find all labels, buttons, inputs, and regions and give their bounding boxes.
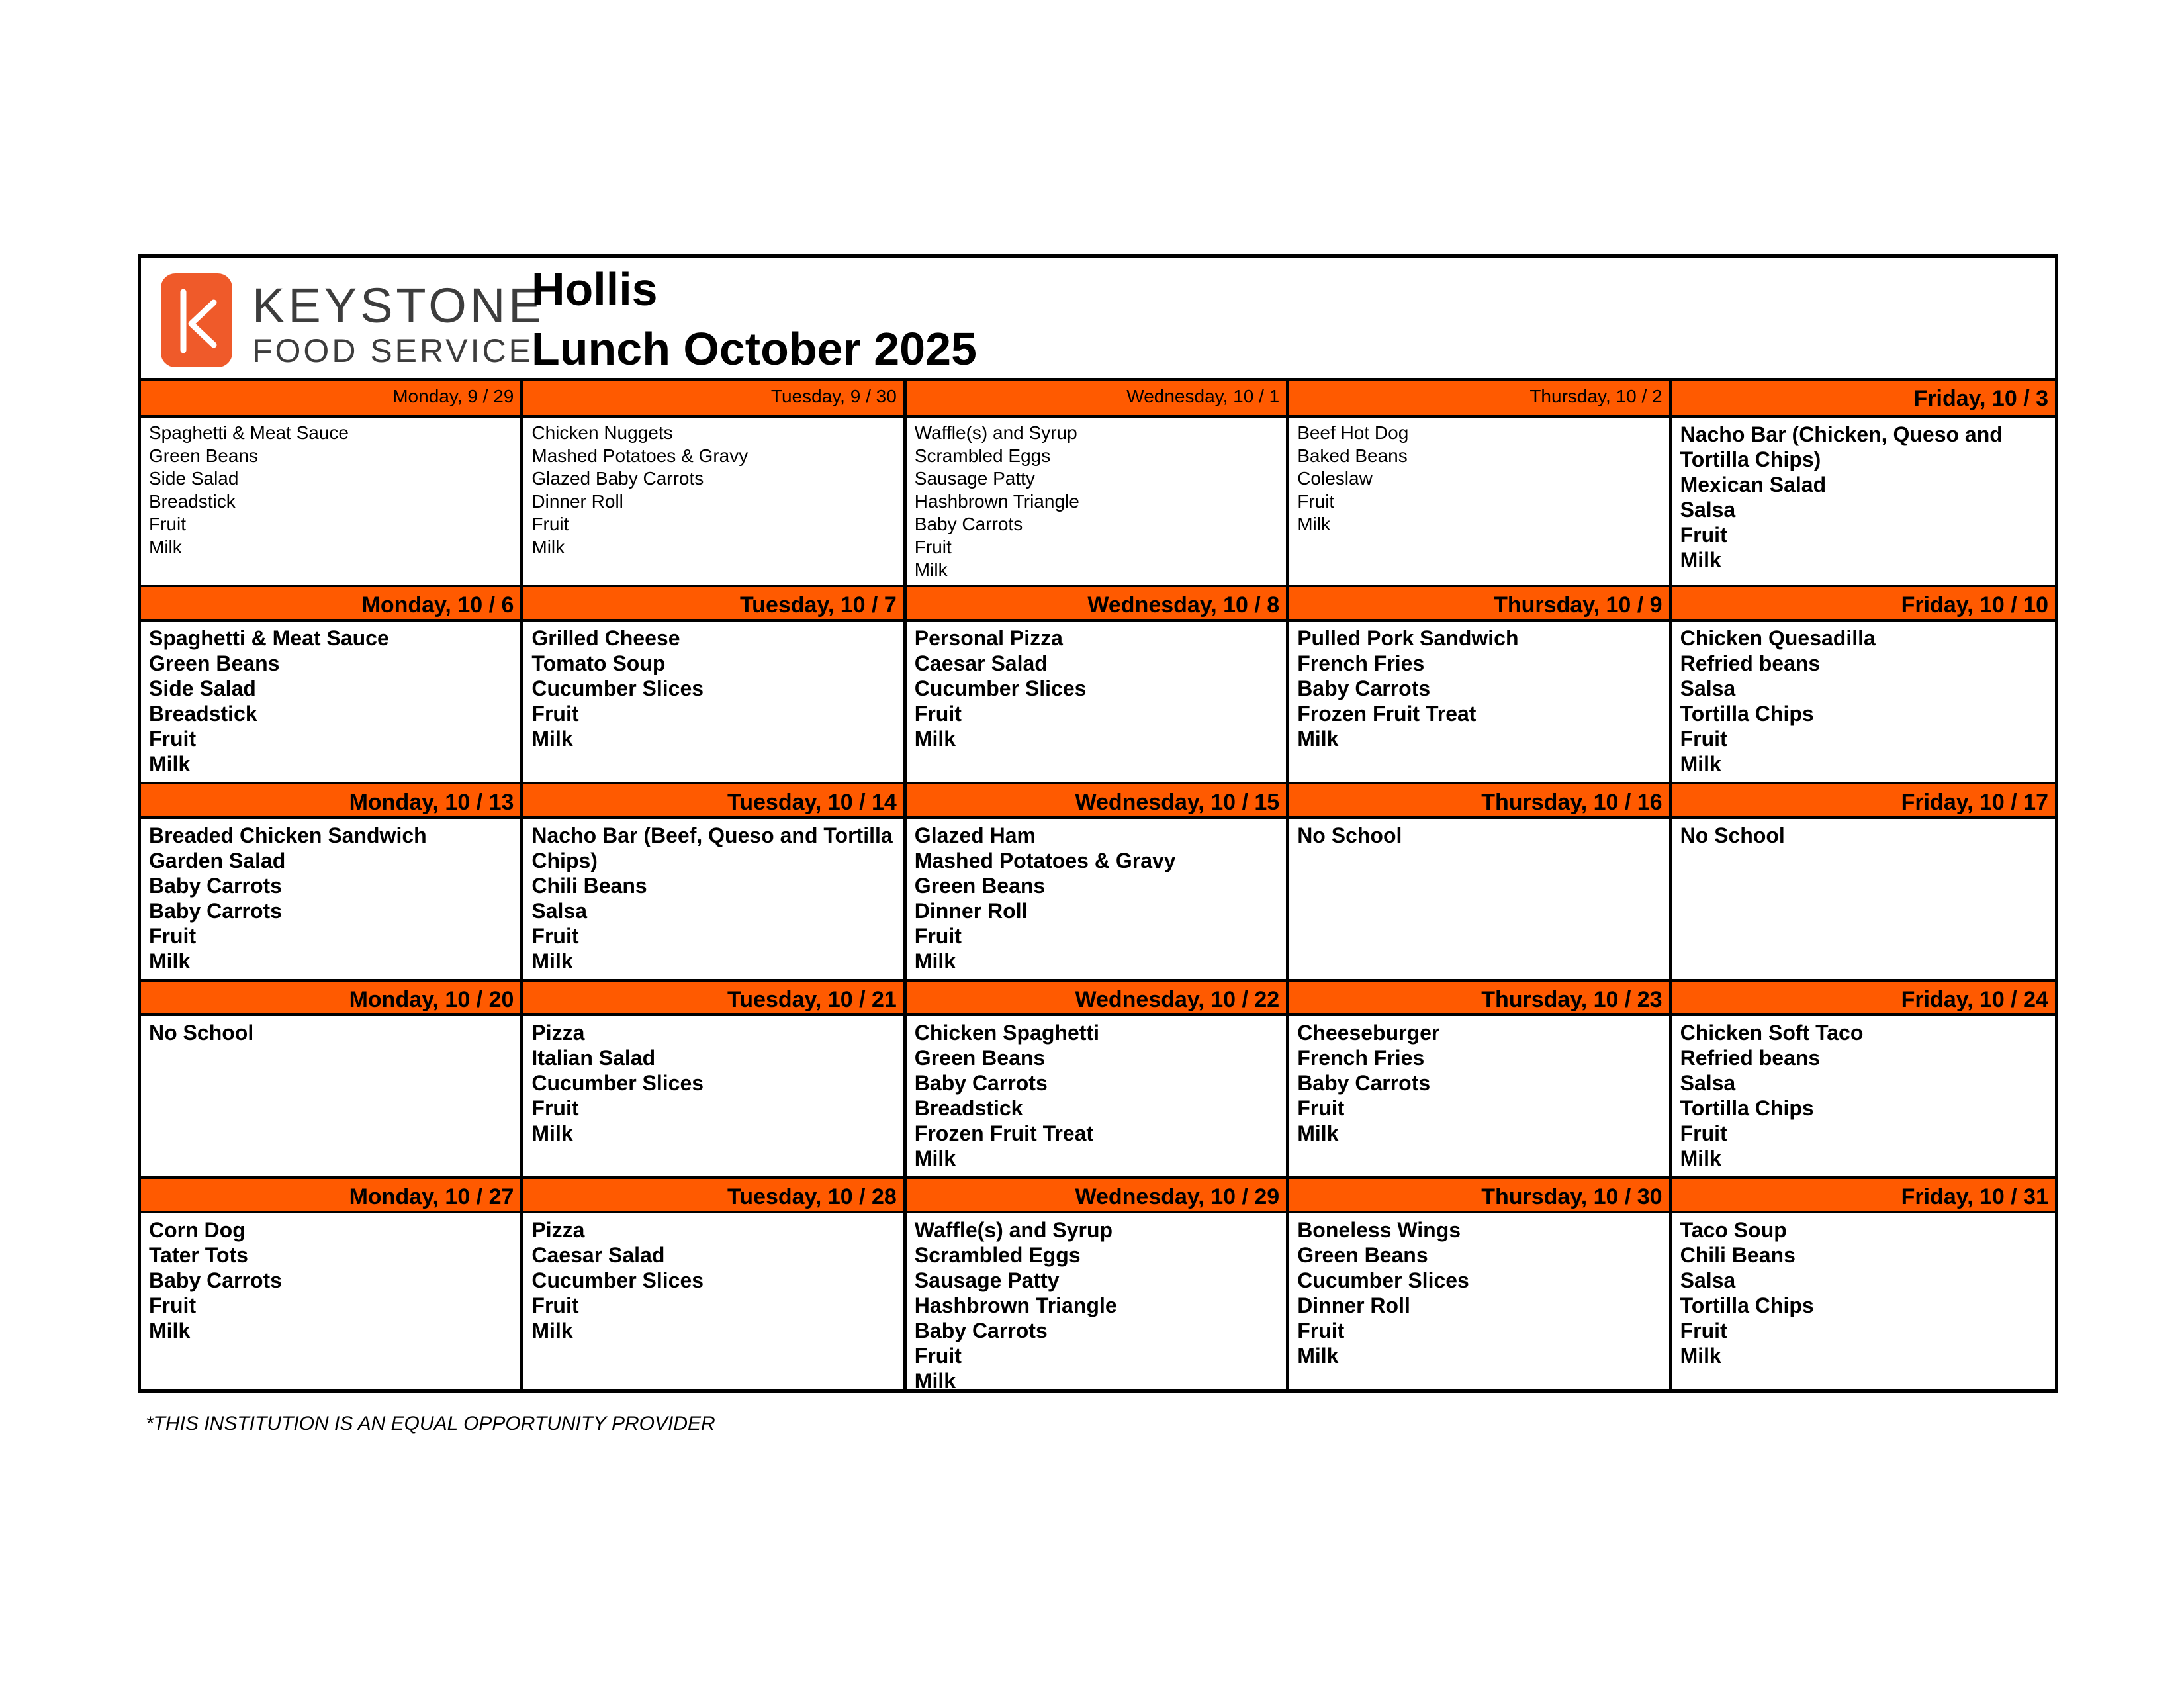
menu-item: Milk — [914, 949, 956, 973]
day-cell — [907, 979, 1289, 1176]
week-row — [141, 979, 2055, 1176]
menu-item: Fruit — [531, 1096, 579, 1120]
menu-item: Baby Carrots — [914, 1071, 1048, 1095]
menu-item: Milk — [1297, 514, 1330, 534]
day-menu-items — [1289, 1016, 1668, 1176]
menu-item: Fruit — [914, 1344, 962, 1368]
day-menu-items — [907, 1213, 1286, 1389]
menu-item: Milk — [149, 949, 191, 973]
menu-item: Breadstick — [149, 702, 257, 726]
day-date-header: Wednesday, 10 / 22 — [907, 979, 1286, 1016]
menu-item: Breadstick — [149, 491, 236, 512]
menu-item: Salsa — [1680, 1268, 1736, 1292]
day-cell — [907, 782, 1289, 979]
day-date-header: Tuesday, 10 / 28 — [523, 1176, 903, 1213]
menu-item: Fruit — [1297, 491, 1335, 512]
header-row — [141, 258, 2055, 381]
menu-item: Corn Dog — [149, 1218, 246, 1242]
day-date-header: Monday, 10 / 6 — [141, 585, 520, 622]
menu-item: Spaghetti & Meat Sauce — [149, 422, 349, 443]
menu-item: Salsa — [531, 899, 588, 923]
weeks-grid — [141, 381, 2055, 1389]
menu-item: Boneless Wings — [1297, 1218, 1461, 1242]
menu-item: Fruit — [914, 924, 962, 948]
day-cell — [1289, 979, 1672, 1176]
menu-item: Beef Hot Dog — [1297, 422, 1409, 443]
day-date-header: Thursday, 10 / 30 — [1289, 1176, 1668, 1213]
day-menu-items — [523, 819, 903, 979]
menu-calendar — [138, 254, 2058, 1393]
menu-item: No School — [1297, 823, 1402, 847]
logo-wordmark-bottom: FOOD SERVICE — [252, 332, 533, 369]
menu-item: Milk — [914, 1369, 956, 1389]
menu-item: Waffle(s) and Syrup — [914, 1218, 1113, 1242]
day-date-header: Tuesday, 10 / 7 — [523, 585, 903, 622]
day-menu-items — [1672, 622, 2055, 782]
menu-item: Milk — [149, 536, 182, 557]
k-logo-icon — [161, 273, 232, 367]
week-row — [141, 381, 2055, 585]
menu-item: Milk — [1680, 752, 1721, 776]
menu-item: Pizza — [531, 1218, 585, 1242]
menu-item: Taco Soup — [1680, 1218, 1787, 1242]
day-date-header: Monday, 10 / 13 — [141, 782, 520, 819]
menu-item: Fruit — [914, 702, 962, 726]
week-row — [141, 782, 2055, 979]
day-menu-items — [907, 418, 1286, 585]
menu-item: Breadstick — [914, 1096, 1023, 1120]
menu-item: Baby Carrots — [149, 1268, 282, 1292]
day-date-header: Thursday, 10 / 2 — [1289, 381, 1668, 418]
menu-item: Cucumber Slices — [531, 1268, 704, 1292]
menu-item: Fruit — [149, 924, 197, 948]
menu-item: Cucumber Slices — [531, 677, 704, 700]
day-date-header: Friday, 10 / 31 — [1672, 1176, 2055, 1213]
menu-item: Cucumber Slices — [1297, 1268, 1469, 1292]
menu-item: Refried beans — [1680, 1046, 1821, 1070]
menu-item: Side Salad — [149, 468, 239, 489]
menu-item: Caesar Salad — [531, 1243, 665, 1267]
day-menu-items — [1289, 819, 1668, 979]
menu-item: Milk — [1297, 727, 1339, 751]
day-date-header: Tuesday, 10 / 14 — [523, 782, 903, 819]
menu-item: Fruit — [1680, 1319, 1727, 1342]
menu-item: Chicken Soft Taco — [1680, 1021, 1864, 1045]
menu-item: Cucumber Slices — [914, 677, 1087, 700]
day-cell — [1672, 782, 2055, 979]
menu-item: Salsa — [1680, 677, 1736, 700]
menu-item: Chicken Nuggets — [531, 422, 673, 443]
day-cell — [141, 381, 523, 585]
day-menu-items — [907, 622, 1286, 782]
day-date-header: Wednesday, 10 / 1 — [907, 381, 1286, 418]
menu-item: Side Salad — [149, 677, 256, 700]
menu-item: Green Beans — [914, 874, 1046, 898]
day-date-header: Tuesday, 10 / 21 — [523, 979, 903, 1016]
school-name: Hollis — [531, 263, 658, 315]
menu-item: Green Beans — [914, 1046, 1046, 1070]
menu-item: Garden Salad — [149, 849, 286, 872]
menu-item: Mashed Potatoes & Gravy — [914, 849, 1176, 872]
day-cell — [1289, 782, 1672, 979]
menu-item: Baby Carrots — [149, 899, 282, 923]
menu-item: Milk — [1297, 1344, 1339, 1368]
menu-item: Milk — [149, 752, 191, 776]
day-menu-items — [141, 418, 520, 585]
menu-item: Personal Pizza — [914, 626, 1063, 650]
menu-item: Frozen Fruit Treat — [1297, 702, 1477, 726]
menu-item: Sausage Patty — [914, 468, 1035, 489]
menu-item: Mexican Salad — [1680, 473, 1827, 496]
menu-item: Hashbrown Triangle — [914, 491, 1079, 512]
menu-item: Scrambled Eggs — [914, 1243, 1081, 1267]
menu-item: Chicken Spaghetti — [914, 1021, 1099, 1045]
menu-item: French Fries — [1297, 651, 1425, 675]
day-cell — [907, 381, 1289, 585]
day-date-header: Monday, 10 / 27 — [141, 1176, 520, 1213]
day-cell — [523, 585, 906, 782]
menu-item: Milk — [1680, 1344, 1721, 1368]
menu-item: Chicken Quesadilla — [1680, 626, 1876, 650]
menu-item: Spaghetti & Meat Sauce — [149, 626, 389, 650]
week-row — [141, 585, 2055, 782]
menu-item: Milk — [914, 559, 948, 580]
day-menu-items — [1289, 418, 1668, 585]
menu-item: Glazed Ham — [914, 823, 1036, 847]
menu-item: Dinner Roll — [1297, 1293, 1410, 1317]
day-menu-items — [141, 1016, 520, 1176]
day-cell — [1289, 381, 1672, 585]
menu-item: Tortilla Chips — [1680, 1096, 1814, 1120]
day-date-header: Friday, 10 / 24 — [1672, 979, 2055, 1016]
menu-item: Fruit — [1297, 1319, 1345, 1342]
menu-item: Baby Carrots — [914, 514, 1023, 534]
logo-wordmark-top: KEYSTONE — [252, 278, 545, 333]
menu-item: Fruit — [1680, 727, 1727, 751]
day-menu-items — [1289, 1213, 1668, 1389]
day-date-header: Friday, 10 / 17 — [1672, 782, 2055, 819]
day-cell — [1289, 1176, 1672, 1389]
day-date-header: Monday, 10 / 20 — [141, 979, 520, 1016]
day-cell — [523, 381, 906, 585]
menu-item: Nacho Bar (Chicken, Queso and Tortilla Chips) — [1680, 422, 2003, 471]
day-cell — [1672, 381, 2055, 585]
day-menu-items — [523, 1016, 903, 1176]
day-date-header: Friday, 10 / 3 — [1672, 381, 2055, 418]
menu-item: Baby Carrots — [1297, 677, 1431, 700]
day-date-header: Wednesday, 10 / 29 — [907, 1176, 1286, 1213]
menu-item: Pizza — [531, 1021, 585, 1045]
day-cell — [523, 782, 906, 979]
week-row — [141, 1176, 2055, 1389]
day-cell — [141, 1176, 523, 1389]
menu-item: Scrambled Eggs — [914, 445, 1051, 466]
day-cell — [907, 1176, 1289, 1389]
menu-item: Green Beans — [149, 651, 280, 675]
menu-item: Refried beans — [1680, 651, 1821, 675]
menu-item: Fruit — [1680, 1121, 1727, 1145]
menu-item: Tater Tots — [149, 1243, 248, 1267]
day-menu-items — [141, 819, 520, 979]
day-cell — [141, 979, 523, 1176]
day-cell — [141, 585, 523, 782]
day-cell — [1672, 585, 2055, 782]
menu-item: No School — [1680, 823, 1785, 847]
day-menu-items — [141, 1213, 520, 1389]
menu-item: Caesar Salad — [914, 651, 1048, 675]
day-date-header: Thursday, 10 / 23 — [1289, 979, 1668, 1016]
menu-item: Tortilla Chips — [1680, 702, 1814, 726]
day-date-header: Wednesday, 10 / 15 — [907, 782, 1286, 819]
menu-item: Coleslaw — [1297, 468, 1373, 489]
menu-item: Baby Carrots — [914, 1319, 1048, 1342]
day-menu-items — [907, 819, 1286, 979]
day-cell — [523, 979, 906, 1176]
menu-item: Salsa — [1680, 498, 1736, 522]
menu-item: Milk — [531, 1319, 573, 1342]
menu-item: Dinner Roll — [531, 491, 623, 512]
menu-item: Fruit — [914, 536, 952, 557]
menu-item: Fruit — [149, 727, 197, 751]
menu-item: Grilled Cheese — [531, 626, 680, 650]
day-menu-items — [141, 622, 520, 782]
menu-item: Milk — [914, 727, 956, 751]
day-menu-items — [907, 1016, 1286, 1176]
day-date-header: Wednesday, 10 / 8 — [907, 585, 1286, 622]
menu-item: Breaded Chicken Sandwich — [149, 823, 427, 847]
menu-item: Fruit — [149, 514, 186, 534]
day-menu-items — [1672, 1016, 2055, 1176]
day-menu-items — [1672, 418, 2055, 585]
day-cell — [141, 782, 523, 979]
menu-item: Italian Salad — [531, 1046, 656, 1070]
footnote: *THIS INSTITUTION IS AN EQUAL OPPORTUNITY PROVIDER — [146, 1413, 715, 1434]
day-menu-items — [523, 418, 903, 585]
menu-item: Nacho Bar (Beef, Queso and Tortilla Chips) — [531, 823, 893, 872]
menu-item: Fruit — [531, 514, 569, 534]
menu-item: Glazed Baby Carrots — [531, 468, 704, 489]
menu-item: French Fries — [1297, 1046, 1425, 1070]
menu-item: Tomato Soup — [531, 651, 666, 675]
menu-item: No School — [149, 1021, 254, 1045]
menu-item: Dinner Roll — [914, 899, 1028, 923]
menu-item: Pulled Pork Sandwich — [1297, 626, 1519, 650]
day-date-header: Monday, 9 / 29 — [141, 381, 520, 418]
menu-item: Baby Carrots — [149, 874, 282, 898]
day-menu-items — [1672, 1213, 2055, 1389]
day-menu-items — [523, 1213, 903, 1389]
menu-item: Chili Beans — [531, 874, 647, 898]
menu-item: Milk — [1297, 1121, 1339, 1145]
menu-item: Baby Carrots — [1297, 1071, 1431, 1095]
menu-item: Sausage Patty — [914, 1268, 1060, 1292]
menu-item: Milk — [531, 536, 565, 557]
menu-item: Chili Beans — [1680, 1243, 1796, 1267]
menu-item: Milk — [531, 949, 573, 973]
menu-item: Milk — [531, 727, 573, 751]
day-date-header: Friday, 10 / 10 — [1672, 585, 2055, 622]
menu-item: Fruit — [531, 924, 579, 948]
menu-item: Frozen Fruit Treat — [914, 1121, 1094, 1145]
day-menu-items — [1672, 819, 2055, 979]
menu-item: Milk — [531, 1121, 573, 1145]
day-date-header: Thursday, 10 / 9 — [1289, 585, 1668, 622]
day-menu-items — [523, 622, 903, 782]
menu-item: Cheeseburger — [1297, 1021, 1440, 1045]
menu-item: Milk — [149, 1319, 191, 1342]
menu-item: Fruit — [1297, 1096, 1345, 1120]
menu-item: Milk — [1680, 548, 1721, 572]
menu-item: Fruit — [149, 1293, 197, 1317]
menu-item: Mashed Potatoes & Gravy — [531, 445, 749, 466]
day-cell — [523, 1176, 906, 1389]
day-cell — [1672, 1176, 2055, 1389]
menu-item: Milk — [914, 1147, 956, 1170]
menu-item: Fruit — [1680, 523, 1727, 547]
menu-item: Waffle(s) and Syrup — [914, 422, 1077, 443]
day-cell — [907, 585, 1289, 782]
menu-item: Hashbrown Triangle — [914, 1293, 1117, 1317]
day-date-header: Tuesday, 9 / 30 — [523, 381, 903, 418]
day-menu-items — [1289, 622, 1668, 782]
day-date-header: Thursday, 10 / 16 — [1289, 782, 1668, 819]
menu-item: Milk — [1680, 1147, 1721, 1170]
menu-item: Tortilla Chips — [1680, 1293, 1814, 1317]
menu-item: Green Beans — [1297, 1243, 1428, 1267]
day-cell — [1289, 585, 1672, 782]
menu-item: Salsa — [1680, 1071, 1736, 1095]
menu-title: Lunch October 2025 — [531, 323, 977, 375]
menu-item: Baked Beans — [1297, 445, 1408, 466]
menu-item: Fruit — [531, 1293, 579, 1317]
menu-item: Cucumber Slices — [531, 1071, 704, 1095]
menu-item: Green Beans — [149, 445, 258, 466]
day-cell — [1672, 979, 2055, 1176]
menu-item: Fruit — [531, 702, 579, 726]
